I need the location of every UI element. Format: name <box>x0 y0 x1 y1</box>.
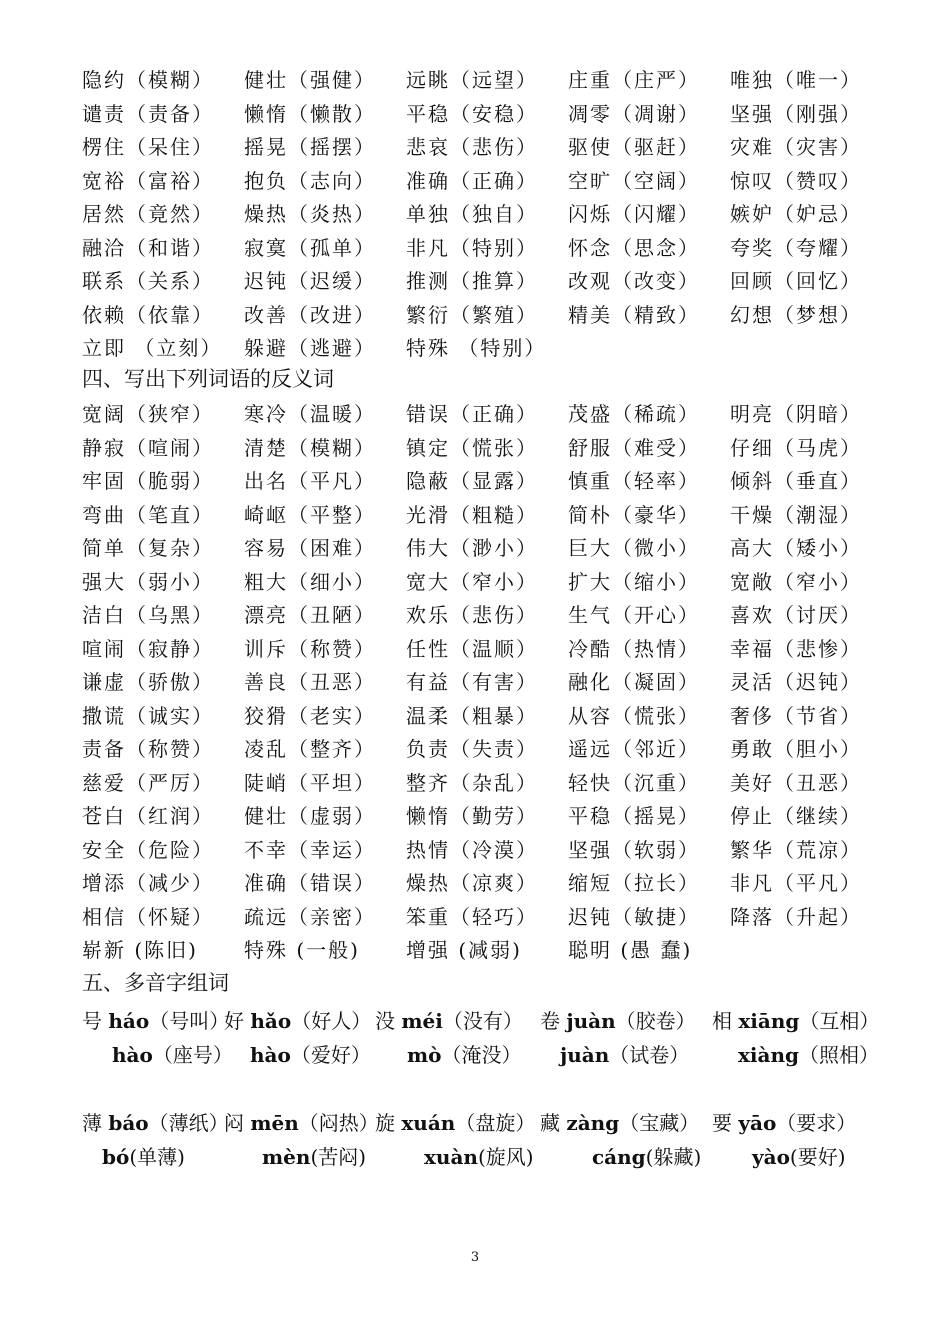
polyphone-word: （好人） <box>291 1009 372 1033</box>
word-pair: 唯独（唯一） <box>730 68 862 92</box>
word-row <box>82 532 880 566</box>
word-pair: 宽大（窄小） <box>406 569 538 594</box>
word-pair: 居然（竟然） <box>82 202 214 226</box>
word-pair: 夸奖（夸耀） <box>730 235 862 260</box>
polyphone-word: （盘旋） <box>455 1111 536 1135</box>
word-pair: 光滑（粗糙） <box>406 502 538 527</box>
polyphone-entry <box>82 1004 229 1038</box>
polyphone-entry <box>224 1106 379 1140</box>
polyphone-word: （要求） <box>776 1111 857 1135</box>
word-pair: 冷酷（热情） <box>568 636 700 661</box>
word-pair: 奢侈（节省） <box>730 703 862 728</box>
word-pair: 迟钝（敏捷） <box>568 904 700 929</box>
word-pair: 轻快（沉重） <box>568 770 700 795</box>
pinyin: mēn <box>250 1111 299 1135</box>
polyphone-word: （宝藏） <box>619 1111 700 1135</box>
word-pair: 相信（怀疑） <box>82 904 214 929</box>
word-row <box>82 633 880 667</box>
word-row <box>82 98 880 132</box>
synonym-list <box>82 64 880 366</box>
word-pair: 单独（独自） <box>406 202 538 226</box>
word-pair: 平稳（摇晃） <box>568 804 700 828</box>
pinyin: xuàn <box>424 1145 478 1169</box>
word-pair: 牢固（脆弱） <box>82 469 214 493</box>
polyphone-entry <box>407 1038 522 1072</box>
word-row <box>82 499 880 533</box>
word-pair: 怀念（思念） <box>568 235 700 260</box>
word-row <box>82 265 880 299</box>
antonym-heading: 四、写出下列词语的反义词 <box>82 367 334 391</box>
polyphone-entry <box>102 1140 185 1174</box>
word-pair: 摇晃（摇摆） <box>244 135 376 159</box>
word-pair: 狡猾（老实） <box>244 703 376 728</box>
word-pair: 勇敢（胆小） <box>730 737 862 761</box>
pinyin: yāo <box>738 1111 777 1135</box>
word-row <box>82 566 880 600</box>
polyphone-entry <box>375 1106 535 1140</box>
polyphone-word: （照相） <box>799 1043 880 1067</box>
pinyin: méi <box>401 1009 443 1033</box>
polyphone-entry <box>560 1038 689 1072</box>
word-pair: 迟钝（迟缓） <box>244 269 376 293</box>
word-pair: 驱使（驱赶） <box>568 135 700 159</box>
polyphone-char: 号 <box>82 1009 102 1033</box>
word-pair: 隐蔽（显露） <box>406 469 538 493</box>
word-row <box>82 332 880 366</box>
word-pair: 欢乐（悲伤） <box>406 603 538 627</box>
polyphone-word: (要好) <box>789 1145 846 1169</box>
word-pair: 聪明 (愚 蠢) <box>568 938 693 962</box>
word-pair: 降落（升起） <box>730 904 862 929</box>
word-pair: 融化（凝固） <box>568 670 700 694</box>
word-pair: 热情（冷漠） <box>406 837 538 862</box>
polyphone-entry <box>712 1004 879 1038</box>
word-pair: 凋零（凋谢） <box>568 101 700 126</box>
polyphone-entry <box>738 1038 879 1072</box>
polyphone-word: (苦闷) <box>310 1145 367 1169</box>
polyphone-word: （号叫） <box>149 1009 230 1033</box>
pinyin: xuán <box>401 1111 456 1135</box>
word-row <box>82 733 880 767</box>
word-pair: 宽阔（狭窄） <box>82 402 214 426</box>
word-pair: 明亮（阴暗） <box>730 402 862 426</box>
word-pair: 美好（丑恶） <box>730 770 862 795</box>
word-pair: 仔细（马虎） <box>730 435 862 460</box>
word-pair: 坚强（刚强） <box>730 101 862 126</box>
word-pair: 空旷（空阔） <box>568 168 700 193</box>
polyphone-char: 薄 <box>82 1111 102 1135</box>
word-pair: 清楚（模糊） <box>244 435 376 460</box>
word-pair: 懒惰（勤劳） <box>406 804 538 828</box>
pinyin: xiàng <box>738 1043 800 1067</box>
word-row <box>82 599 880 633</box>
word-pair: 镇定（慌张） <box>406 435 538 460</box>
polyphone-entry <box>752 1140 846 1174</box>
word-pair: 慎重（轻率） <box>568 469 700 493</box>
word-pair: 依赖（依靠） <box>82 302 214 327</box>
word-pair: 宽敞（窄小） <box>730 569 862 594</box>
word-row <box>82 398 880 432</box>
polyphone-char: 旋 <box>375 1111 395 1135</box>
word-pair: 不幸（幸运） <box>244 837 376 862</box>
pinyin: hào <box>250 1043 291 1067</box>
word-pair: 平稳（安稳） <box>406 101 538 126</box>
word-pair: 任性（温顺） <box>406 636 538 661</box>
word-pair: 寒冷（温暖） <box>244 402 376 426</box>
word-row <box>82 800 880 834</box>
word-pair: 寂寞（孤单） <box>244 235 376 260</box>
word-pair: 训斥（称赞） <box>244 636 376 661</box>
pinyin: juàn <box>560 1043 610 1067</box>
word-pair: 苍白（红润） <box>82 804 214 828</box>
word-pair: 准确（错误） <box>244 871 376 895</box>
word-pair: 陡峭（平坦） <box>244 770 376 795</box>
polyphone-char: 好 <box>224 1009 244 1033</box>
word-pair: 特殊 （特别） <box>406 336 547 360</box>
word-row <box>82 867 880 901</box>
word-pair: 笨重（轻巧） <box>406 904 538 929</box>
pinyin: juàn <box>566 1009 616 1033</box>
word-pair: 特殊 (一般) <box>244 938 360 962</box>
word-pair: 灾难（灾害） <box>730 135 862 159</box>
word-row <box>82 432 880 466</box>
word-pair: 幸福（悲惨） <box>730 636 862 661</box>
antonym-list <box>82 398 880 968</box>
word-pair: 繁衍（繁殖） <box>406 302 538 327</box>
word-pair: 撒谎（诚实） <box>82 703 214 728</box>
polyphone-word: （薄纸） <box>148 1111 229 1135</box>
word-pair: 非凡（平凡） <box>730 871 862 895</box>
word-pair: 干燥（潮湿） <box>730 502 862 527</box>
polyphone-char: 相 <box>712 1009 732 1033</box>
word-pair: 燥热（凉爽） <box>406 871 538 895</box>
word-pair: 漂亮（丑陋） <box>244 603 376 627</box>
polyphone-entry <box>82 1106 229 1140</box>
word-pair: 喜欢（讨厌） <box>730 603 862 627</box>
word-row <box>82 232 880 266</box>
polyphone-char: 藏 <box>540 1111 560 1135</box>
word-pair: 躲避（逃避） <box>244 336 376 360</box>
word-pair: 谦虚（骄傲） <box>82 670 214 694</box>
word-pair: 崎岖（平整） <box>244 502 376 527</box>
page-number: 3 <box>470 1250 480 1265</box>
polyphone-word: （淹没） <box>441 1043 522 1067</box>
word-pair: 隐约（模糊） <box>82 68 214 92</box>
word-pair: 出名（平凡） <box>244 469 376 493</box>
word-pair: 健壮（虚弱） <box>244 804 376 828</box>
polyphone-word: （爱好） <box>290 1043 371 1067</box>
word-pair: 简单（复杂） <box>82 536 214 560</box>
word-pair: 善良（丑恶） <box>244 670 376 694</box>
word-pair: 增添（减少） <box>82 871 214 895</box>
polyphone-entry <box>262 1140 366 1174</box>
polyphone-word: （没有） <box>442 1009 523 1033</box>
word-pair: 改善（改进） <box>244 302 376 327</box>
word-pair: 精美（精致） <box>568 302 700 327</box>
word-row <box>82 198 880 232</box>
polyphone-word: (单薄) <box>129 1145 185 1169</box>
word-pair: 灵活（迟钝） <box>730 670 862 694</box>
word-pair: 粗大（细小） <box>244 569 376 594</box>
word-pair: 温柔（粗暴） <box>406 703 538 728</box>
word-pair: 楞住（呆住） <box>82 135 214 159</box>
word-pair: 健壮（强健） <box>244 68 376 92</box>
word-row <box>82 700 880 734</box>
word-pair: 责备（称赞） <box>82 737 214 761</box>
word-pair: 嫉妒（妒忌） <box>730 202 862 226</box>
word-pair: 繁华（荒凉） <box>730 837 862 862</box>
word-pair: 增强 (减弱) <box>406 938 522 962</box>
word-pair: 远眺（远望） <box>406 68 538 92</box>
polyphone-heading: 五、多音字组词 <box>82 971 229 995</box>
pinyin: yào <box>752 1145 790 1169</box>
word-pair: 巨大（微小） <box>568 536 700 560</box>
word-pair: 联系（关系） <box>82 269 214 293</box>
word-pair: 抱负（志向） <box>244 168 376 193</box>
pinyin: zàng <box>566 1111 620 1135</box>
word-pair: 立即 （立刻） <box>82 336 223 360</box>
polyphone-entry <box>375 1004 523 1038</box>
word-row <box>82 465 880 499</box>
polyphone-entry <box>540 1106 699 1140</box>
polyphone-word: （胶卷） <box>615 1009 696 1033</box>
word-pair: 宽裕（富裕） <box>82 168 214 193</box>
pinyin: xiāng <box>738 1009 800 1033</box>
word-row <box>82 131 880 165</box>
word-pair: 弯曲（笔直） <box>82 502 214 527</box>
word-pair: 洁白（乌黑） <box>82 603 214 627</box>
word-pair: 崭新 (陈旧) <box>82 938 198 962</box>
word-pair: 改观（改变） <box>568 269 700 293</box>
polyphone-entry <box>712 1106 856 1140</box>
pinyin: hǎo <box>250 1009 292 1033</box>
word-pair: 静寂（喧闹） <box>82 435 214 460</box>
word-pair: 坚强（软弱） <box>568 837 700 862</box>
word-pair: 幻想（梦想） <box>730 302 862 327</box>
polyphone-word: （闷热） <box>298 1111 379 1135</box>
word-row <box>82 299 880 333</box>
polyphone-word: (躲藏) <box>645 1145 702 1169</box>
word-pair: 遥远（邻近） <box>568 737 700 761</box>
word-pair: 燥热（炎热） <box>244 202 376 226</box>
polyphone-entry <box>250 1038 371 1072</box>
word-pair: 整齐（杂乱） <box>406 770 538 795</box>
word-pair: 舒服（难受） <box>568 435 700 460</box>
word-pair: 容易（困难） <box>244 536 376 560</box>
word-pair: 高大（矮小） <box>730 536 862 560</box>
word-pair: 扩大（缩小） <box>568 569 700 594</box>
polyphone-word: （互相） <box>799 1009 880 1033</box>
word-pair: 茂盛（稀疏） <box>568 402 700 426</box>
word-pair: 悲哀（悲伤） <box>406 135 538 159</box>
polyphone-entry <box>224 1004 371 1038</box>
pinyin: háo <box>108 1009 150 1033</box>
word-pair: 错误（正确） <box>406 402 538 426</box>
polyphone-entry <box>592 1140 701 1174</box>
polyphone-word: (旋风) <box>477 1145 534 1169</box>
pinyin: cáng <box>592 1145 646 1169</box>
word-row <box>82 901 880 935</box>
word-pair: 懒惰（懒散） <box>244 101 376 126</box>
word-pair: 生气（开心） <box>568 603 700 627</box>
word-pair: 惊叹（赞叹） <box>730 168 862 193</box>
polyphone-entry <box>112 1038 233 1072</box>
word-pair: 非凡（特别） <box>406 235 538 260</box>
word-pair: 安全（危险） <box>82 837 214 862</box>
word-pair: 慈爱（严厉） <box>82 770 214 795</box>
word-row <box>82 666 880 700</box>
word-pair: 回顾（回忆） <box>730 269 862 293</box>
word-pair: 负责（失责） <box>406 737 538 761</box>
word-pair: 准确（正确） <box>406 168 538 193</box>
word-pair: 缩短（拉长） <box>568 871 700 895</box>
word-pair: 伟大（渺小） <box>406 536 538 560</box>
polyphone-word: （座号） <box>152 1043 233 1067</box>
word-pair: 融洽（和谐） <box>82 235 214 260</box>
word-pair: 疏远（亲密） <box>244 904 376 929</box>
polyphone-char: 要 <box>712 1111 732 1135</box>
word-row <box>82 934 880 968</box>
word-pair: 谴责（责备） <box>82 101 214 126</box>
polyphone-entry <box>424 1140 534 1174</box>
word-pair: 倾斜（垂直） <box>730 469 862 493</box>
word-pair: 推测（推算） <box>406 269 538 293</box>
polyphone-char: 闷 <box>224 1111 244 1135</box>
pinyin: hào <box>112 1043 153 1067</box>
word-pair: 有益（有害） <box>406 670 538 694</box>
polyphone-word: （试卷） <box>609 1043 690 1067</box>
word-pair: 喧闹（寂静） <box>82 636 214 661</box>
word-row <box>82 767 880 801</box>
word-pair: 强大（弱小） <box>82 569 214 594</box>
word-pair: 庄重（庄严） <box>568 68 700 92</box>
word-pair: 从容（慌张） <box>568 703 700 728</box>
word-pair: 简朴（豪华） <box>568 502 700 527</box>
word-row <box>82 64 880 98</box>
pinyin: mò <box>407 1043 442 1067</box>
word-pair: 停止（继续） <box>730 804 862 828</box>
word-row <box>82 834 880 868</box>
word-row <box>82 165 880 199</box>
pinyin: báo <box>108 1111 149 1135</box>
word-pair: 闪烁（闪耀） <box>568 202 700 226</box>
pinyin: bó <box>102 1145 130 1169</box>
word-pair: 凌乱（整齐） <box>244 737 376 761</box>
polyphone-char: 没 <box>375 1009 395 1033</box>
polyphone-entry <box>540 1004 696 1038</box>
pinyin: mèn <box>262 1145 311 1169</box>
polyphone-char: 卷 <box>540 1009 560 1033</box>
